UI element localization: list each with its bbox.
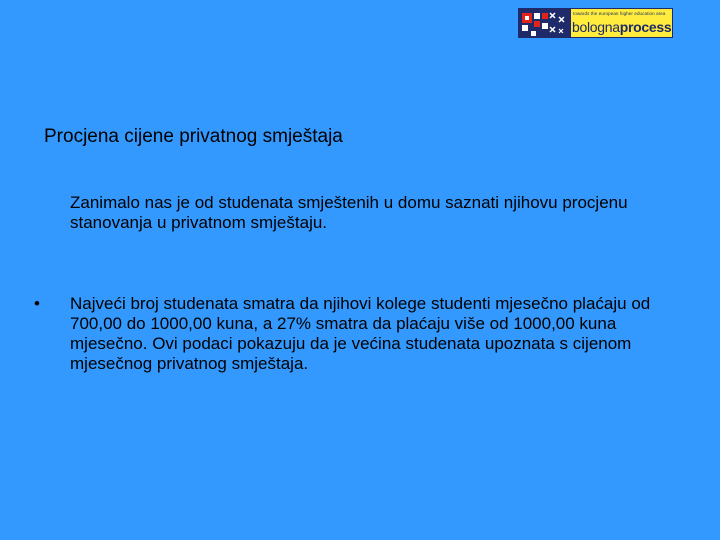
- bullet-text: Najveći broj studenata smatra da njihovi kolege studenti mjesečno plaćaju od 700,00 do 1000,00 kuna, a 27% smatra da plaćaju više od 1000,00 kuna mjesečno. Ovi podaci pokazuju da je većina studenata upoznata s cijenom mjesečnog privatnog smještaja.: [70, 294, 651, 373]
- logo-word-process: process: [619, 19, 672, 35]
- logo-wordmark: [572, 19, 671, 35]
- slide-title: Procjena cijene privatnog smještaja: [44, 126, 343, 147]
- bullet-glyph: •: [34, 294, 40, 313]
- bologna-process-logo: [518, 8, 673, 38]
- logo-word-bologna: bologna: [572, 19, 620, 35]
- bullet-item: [34, 294, 694, 374]
- intro-paragraph: Zanimalo nas je od studenata smještenih u domu saznati njihovu procjenu stanovanja u privatnom smještaju.: [70, 193, 628, 232]
- logo-tagline: towards the european higher education area: [573, 11, 666, 16]
- bologna-emblem-icon: [519, 9, 571, 38]
